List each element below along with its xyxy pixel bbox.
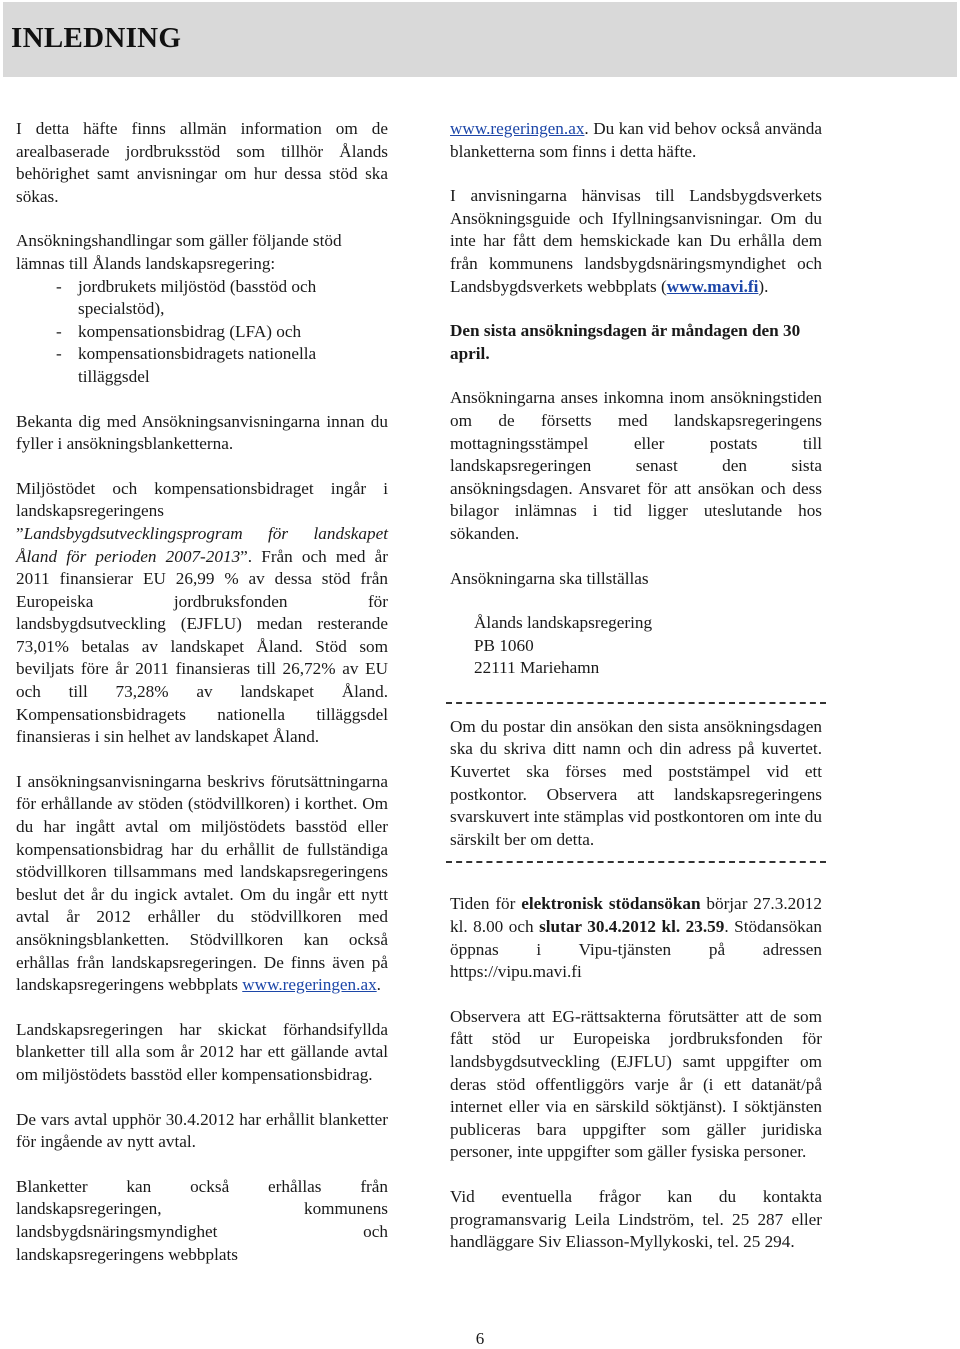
list-item: - kompensationsbidrag (LFA) och [56, 321, 302, 341]
postal-notice-box [446, 702, 826, 864]
electronic-application-paragraph: Tiden för elektronisk stödansökan börjar 27.3.2012 kl. 8.00 och slutar 30.4.2012 kl. 23.59. Stödansökan öppnas i Vipu-tjänsten på adressen https://vipu.mavi.fi [450, 894, 822, 982]
instructions-paragraph: Bekanta dig med Ansökningsanvisningarna innan du fyller i ansökningsblanketterna. [16, 411, 388, 454]
right-column [450, 118, 822, 1276]
regeringen-link[interactable]: www.regeringen.ax [450, 119, 585, 138]
guide-paragraph: I anvisningarna hänvisas till Landsbygdsverkets Ansökningsguide och Ifyllningsanvisningar. Om du inte har fått dem hemskickade kan Du erhålla dem från kommunens landsbygdsnäringsmyndighet och Landsbygdsverkets webbplats (www.mavi.fi). [450, 186, 822, 296]
expiry-paragraph: De vars avtal upphör 30.4.2012 har erhållit blanketter för ingående av nytt avtal. [16, 1109, 388, 1152]
support-list [16, 276, 388, 389]
address-line: Ålands landskapsregering [474, 613, 653, 633]
list-item: - jordbrukets miljöstöd (basstöd och specialstöd), [56, 276, 317, 319]
send-to-paragraph: Ansökningarna ska tillställas [450, 568, 649, 588]
mavi-link[interactable]: www.mavi.fi [666, 276, 759, 296]
contact-paragraph: Vid eventuella frågor kan du kontakta programansvarig Leila Lindström, tel. 25 287 eller handläggare Siv Eliasson-Myllykoski, tel. 25 294. [450, 1186, 822, 1252]
intro-paragraph: I detta häfte finns allmän information om de arealbaserade jordbruksstöd som tillhör Ålands behörighet samt anvisningar om hur dessa stöd ska sökas. [16, 119, 388, 206]
address-line: 22111 Mariehamn [474, 658, 600, 678]
forms-continued-paragraph: www.regeringen.ax. Du kan vid behov också använda blanketterna som finns i detta häfte. [450, 119, 822, 161]
submission-paragraph: Ansökningshandlingar som gäller följande stöd lämnas till Ålands landskapsregering: [16, 231, 342, 273]
regeringen-link[interactable]: www.regeringen.ax [242, 975, 377, 995]
left-column [16, 118, 388, 1288]
deadline-paragraph: Den sista ansökningsdagen är måndagen den 30 april. [450, 321, 801, 363]
received-paragraph: Ansökningarna anses inkomna inom ansökningstiden om de försetts med landskapsregeringens mottagningsstämpel eller postats till landskapsregeringen senast den sista ansökningsdagen. Ansvaret för att ansökan och dess bilagor inlämnas i tid ligger uteslutande hos sökanden. [450, 388, 822, 543]
publication-paragraph: Observera att EG-rättsakterna förutsätter att de som fått stöd ur Europeiska jordbruksfonden för landsbygdsutveckling (EJFLU) samt uppgifter om deras stöd offentliggörs varje år (i ett datanät/på internet eller via en särskild söktjänst). I söktjänsten publiceras bara uppgifter som gäller juridiska personer, inte uppgifter som gäller fysiska personer. [450, 1006, 822, 1162]
postal-notice-text: Om du postar din ansökan den sista ansökningsdagen ska du skriva ditt namn och din adress på kuvertet. Kuvertet ska förses med poststämpel vid ett postkontor. Observera att landskapsregeringens svarskuvert inte stämplas vid postkontoren om inte du särskilt ber om detta. [450, 716, 822, 849]
financing-paragraph: Miljöstödet och kompensationsbidraget ingår i landskapsregeringens ”Landsbygdsutvecklingsprogram för landskapet Åland för perioden 2007-2013”. Från och med år 2011 finansierar EU 26,99 % av dessa stöd från Europeiska jordbruksfonden för landsbygdsutveckling (EJFLU) medan resterande 73,01% betalas av landskapet Åland. Stöd som beviljats före år 2011 finansieras till 26,72% av EU och till 73,28% av landskapet Åland. Kompensationsbidragets nationella tilläggsdel finansieras i sin helhet av landskapet Åland. [16, 478, 388, 747]
page-number: 6 [475, 1329, 485, 1348]
forms-paragraph: Blanketter kan också erhållas från landskapsregeringen, kommunens landsbygdsnäringsmyndighet och landskapsregeringens webbplats [16, 1176, 388, 1264]
prefilled-paragraph: Landskapsregeringen har skickat förhandsifyllda blanketter till alla som år 2012 har ett gällande avtal om miljöstödets basstöd eller kompensationsbidrag. [16, 1019, 388, 1084]
address-block [450, 612, 822, 680]
conditions-paragraph: I ansökningsanvisningarna beskrivs förutsättningarna för erhållande av stöden (stödvillkoren) i korthet. Om du har ingått avtal om miljöstödets basstöd eller kompensationsbidrag har du erhållit de fullständiga stödvillkoren tillsammans med landskapsregeringens beslut det år du ingick avtalet. Om du ingår ett nytt avtal år 2012 erhåller du stödvillkoren med ansökningsblanketten. Stödvillkoren kan också erhållas från landskapsregeringen. De finns även på landskapsregeringens webbplats www.regeringen.ax. [16, 771, 388, 995]
list-item: - kompensationsbidragets nationella tilläggsdel [56, 344, 317, 386]
address-line: PB 1060 [474, 635, 534, 655]
page-title: INLEDNING [11, 22, 182, 54]
